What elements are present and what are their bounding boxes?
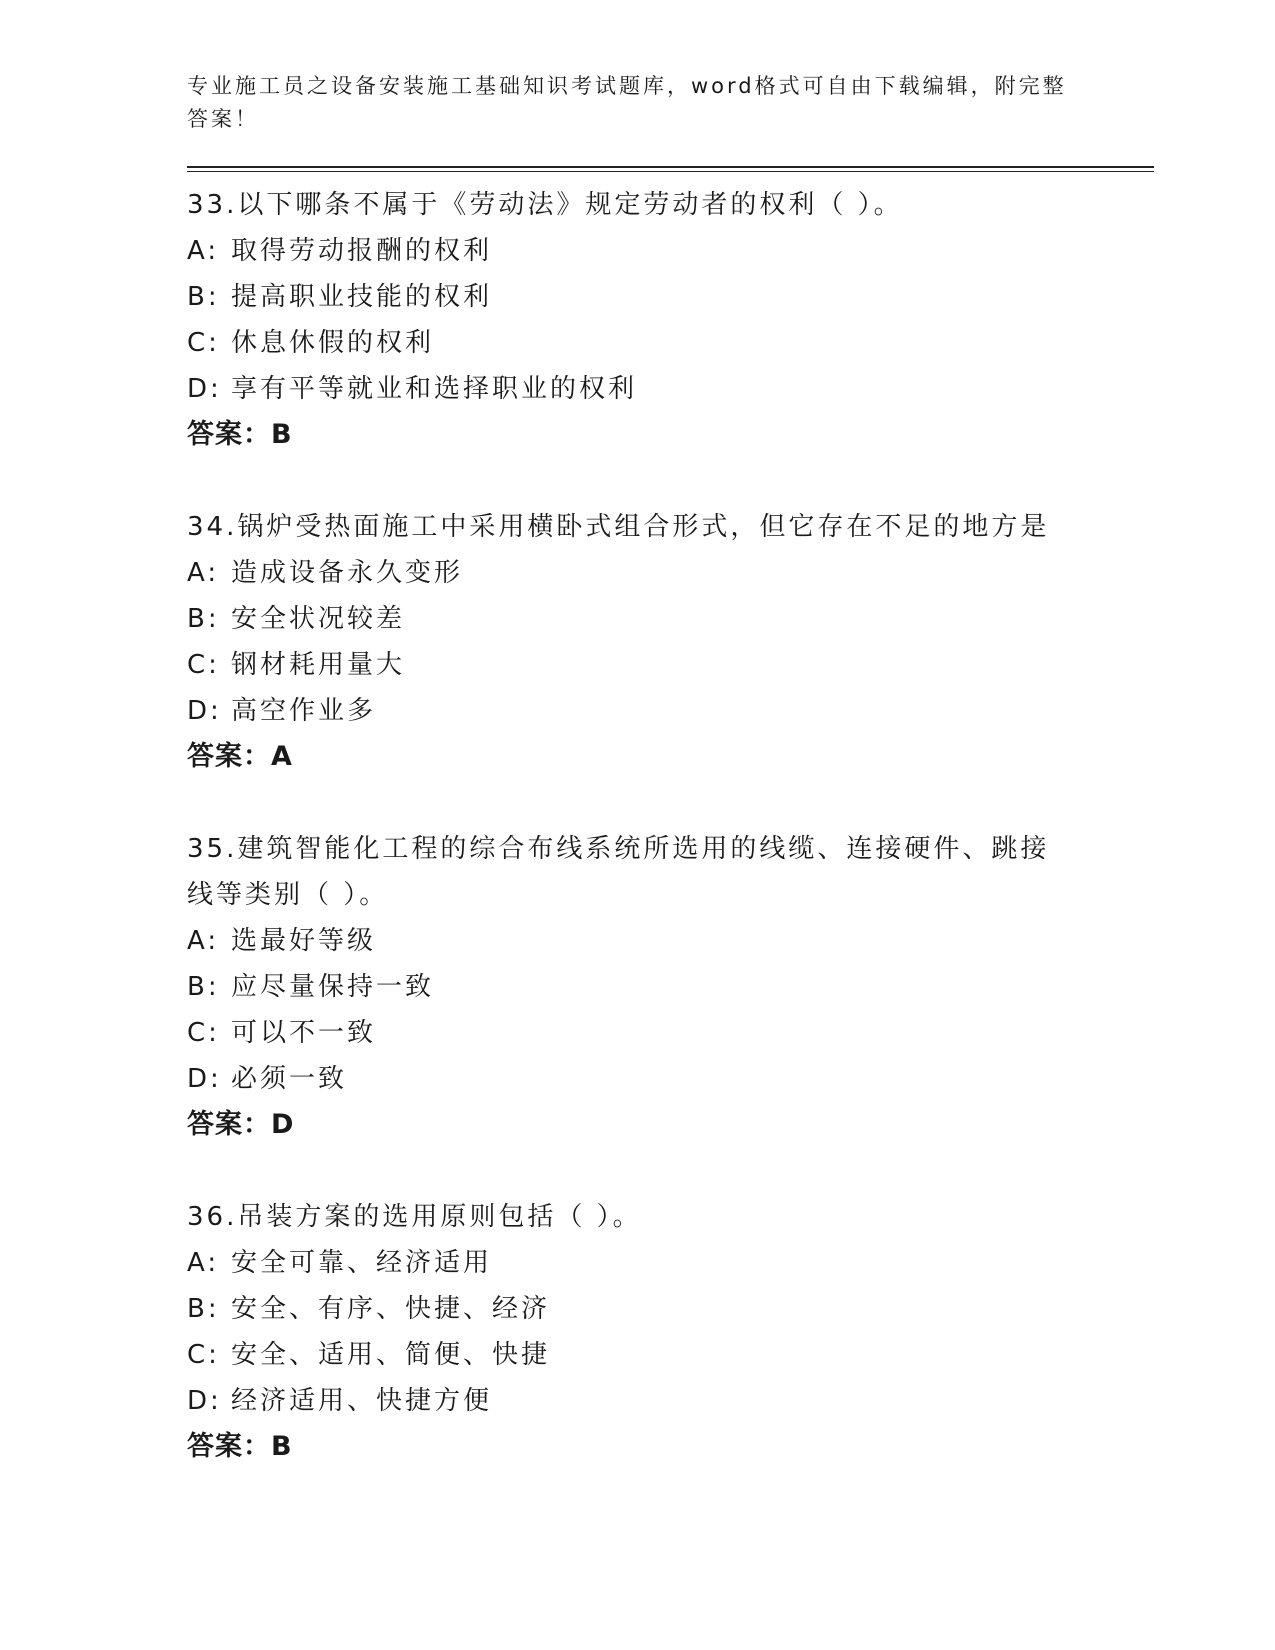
option-key: C: <box>187 650 220 680</box>
option-b <box>187 964 1154 1010</box>
option-key: A: <box>187 236 220 266</box>
answer-line <box>187 1424 1154 1470</box>
answer-value: B <box>271 419 293 450</box>
option-key: A: <box>187 558 220 588</box>
option-key: B: <box>187 282 220 312</box>
answer-label: 答案： <box>187 1431 271 1462</box>
answer-line <box>187 1102 1154 1148</box>
option-a <box>187 1240 1154 1286</box>
option-text: 选最好等级 <box>231 926 377 956</box>
document-header: 专业施工员之设备安装施工基础知识考试题库，word格式可自由下载编辑，附完整答案！ <box>187 74 1067 131</box>
option-c <box>187 642 1154 688</box>
option-key: C: <box>187 1018 220 1048</box>
option-c <box>187 1010 1154 1056</box>
option-c <box>187 320 1154 366</box>
option-key: A: <box>187 926 220 956</box>
option-text: 安全、有序、快捷、经济 <box>231 1294 551 1324</box>
option-key: C: <box>187 328 220 358</box>
answer-line <box>187 412 1154 458</box>
option-b <box>187 596 1154 642</box>
answer-label: 答案： <box>187 419 271 450</box>
option-d <box>187 1378 1154 1424</box>
option-text: 经济适用、快捷方便 <box>231 1386 493 1416</box>
option-text: 安全状况较差 <box>231 604 406 634</box>
option-key: D: <box>187 1064 222 1094</box>
answer-value: B <box>271 1431 293 1462</box>
option-text: 高空作业多 <box>231 696 377 726</box>
question-stem: 36.吊装方案的选用原则包括（ ）。 <box>187 1202 642 1232</box>
option-d <box>187 688 1154 734</box>
option-text: 休息休假的权利 <box>231 328 435 358</box>
option-a <box>187 228 1154 274</box>
option-a <box>187 918 1154 964</box>
option-b <box>187 274 1154 320</box>
option-a <box>187 550 1154 596</box>
answer-label: 答案： <box>187 741 271 772</box>
option-text: 造成设备永久变形 <box>231 558 464 588</box>
question-stem: 34.锅炉受热面施工中采用横卧式组合形式，但它存在不足的地方是 <box>187 512 1050 542</box>
option-key: A: <box>187 1248 220 1278</box>
option-text: 必须一致 <box>231 1064 348 1094</box>
option-text: 钢材耗用量大 <box>231 650 406 680</box>
document-page <box>187 70 1154 1516</box>
option-text: 享有平等就业和选择职业的权利 <box>231 374 638 404</box>
answer-line <box>187 734 1154 780</box>
option-text: 提高职业技能的权利 <box>231 282 493 312</box>
question-item <box>187 504 1154 780</box>
question-item <box>187 1194 1154 1470</box>
option-d <box>187 1056 1154 1102</box>
option-key: B: <box>187 972 220 1002</box>
question-item <box>187 826 1154 1148</box>
option-b <box>187 1286 1154 1332</box>
option-text: 可以不一致 <box>231 1018 377 1048</box>
option-text: 应尽量保持一致 <box>231 972 435 1002</box>
question-stem: 35.建筑智能化工程的综合布线系统所选用的线缆、连接硬件、跳接线等类别（ ）。 <box>187 834 1050 910</box>
question-list <box>187 182 1154 1470</box>
option-key: B: <box>187 604 220 634</box>
option-key: C: <box>187 1340 220 1370</box>
answer-value: A <box>271 741 293 772</box>
option-key: D: <box>187 696 222 726</box>
answer-label: 答案： <box>187 1109 271 1140</box>
option-text: 取得劳动报酬的权利 <box>231 236 493 266</box>
option-key: D: <box>187 374 222 404</box>
header-divider <box>187 166 1154 172</box>
option-c <box>187 1332 1154 1378</box>
question-item <box>187 182 1154 458</box>
question-stem: 33.以下哪条不属于《劳动法》规定劳动者的权利（ ）。 <box>187 190 903 220</box>
option-text: 安全可靠、经济适用 <box>231 1248 493 1278</box>
answer-value: D <box>271 1109 295 1140</box>
option-key: B: <box>187 1294 220 1324</box>
option-text: 安全、适用、简便、快捷 <box>231 1340 551 1370</box>
option-d <box>187 366 1154 412</box>
option-key: D: <box>187 1386 222 1416</box>
